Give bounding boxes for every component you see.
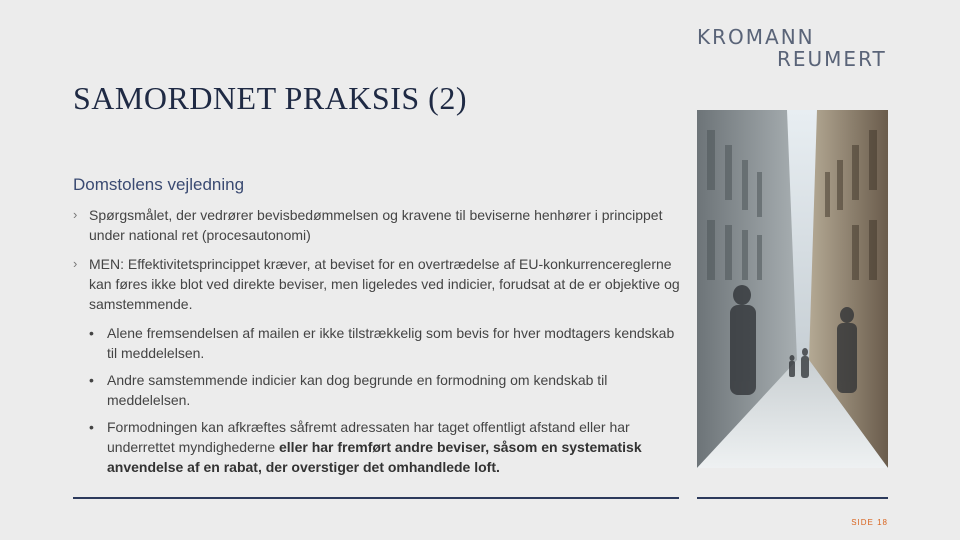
list-item-text: Spørgsmålet, der vedrører bevisbedømmelsen og kravene til beviserne henhører i princippet under national ret (procesautonomi) — [89, 207, 663, 243]
divider-line — [697, 497, 888, 499]
bullet-icon: • — [89, 419, 94, 435]
slide-content — [73, 205, 683, 484]
sub-list-item-text: Formodningen kan afkræftes såfremt adressaten har taget offentligt afstand eller har underrettet myndighederne — [107, 419, 630, 455]
city-street-photo — [697, 110, 888, 468]
logo-line-2: REUMERT — [777, 47, 887, 71]
sub-list-item — [73, 323, 683, 363]
sub-list-item — [73, 417, 683, 477]
logo-line-1: KROMANN — [697, 25, 815, 49]
sub-list-item-text: Andre samstemmende indicier kan dog begrunde en formodning om kendskab til meddelelsen. — [107, 372, 608, 408]
chevron-right-icon: › — [73, 207, 78, 222]
slide-subtitle: Domstolens vejledning — [73, 175, 245, 194]
list-item — [73, 254, 683, 314]
list-item-text: MEN: Effektivitetsprincippet kræver, at beviset for en overtrædelse af EU-konkurrencereglerne kan føres ikke blot ved direkte beviser, men ligeledes ved indicier, forudsat at de er objektive og samstemmende. — [89, 256, 680, 312]
kromann-reumert-logo — [697, 26, 889, 70]
page-number: SIDE 18 — [851, 518, 888, 527]
bullet-icon: • — [89, 372, 94, 388]
slide-title: SAMORDNET PRAKSIS (2) — [73, 80, 467, 116]
sub-list-item-bold-text: eller har fremført andre beviser, såsom en systematisk anvendelse af en rabat, der overstiger det omhandlede loft. — [107, 439, 642, 475]
divider-line — [73, 497, 679, 499]
chevron-right-icon: › — [73, 256, 78, 271]
sub-list-item-text: Alene fremsendelsen af mailen er ikke tilstrækkelig som bevis for hver modtagers kendskab til meddelelsen. — [107, 325, 675, 361]
bullet-icon: • — [89, 325, 94, 341]
list-item — [73, 205, 683, 245]
sub-list-item — [73, 370, 683, 410]
